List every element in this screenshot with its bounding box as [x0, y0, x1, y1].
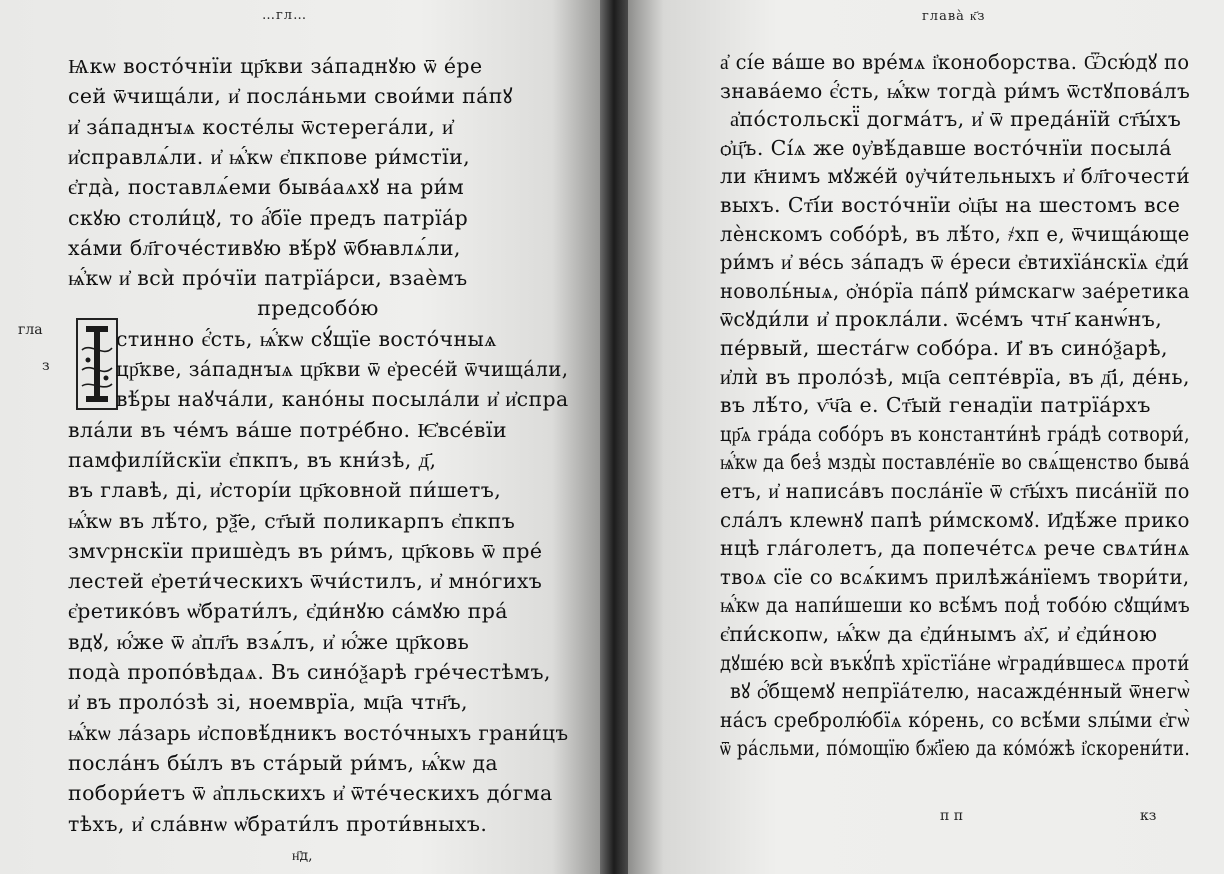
text-line: знава́емо є҆́сть, ѩ҆́кѡ тогда̀ ри́мъ ѿстꙋпова́лъ — [720, 78, 1191, 103]
text-line: ѩ҆́кѡ да напи́шеши ко всѣ́мъ под̾ тобо́ю сꙋщи́мъ — [720, 593, 1191, 618]
text-line: дꙋше́ю всѝ въкꙋ́пѣ хрїстїа́не ѡ҆гради́вшесѧ проти́ — [720, 650, 1190, 675]
text-line: твоѧ сїе со всѧ́кимъ прилѣжа́нїемъ твори́ти, — [720, 564, 1190, 589]
right-page — [628, 0, 1224, 874]
text-line: є҆ретико́въ ѡ҆брати́лъ, є҆ди́нꙋю са́мꙋю пра́ — [68, 599, 508, 624]
text-line: змѵрнскїи пришѐдъ въ ри́мъ, цр҃ковь ѿ пре́ — [68, 538, 543, 563]
text-line: ли к҃нимъ мꙋже́й ᲂу҆чи́тельныхъ и҆ бл҃гочести́ — [720, 164, 1191, 189]
text-line: побори́етъ ѿ а҆пльскихъ и҆ ѿте́ческихъ до́гма — [68, 781, 553, 806]
text-line: ѿсꙋди́ли и҆ прокла́ли. ѿсе́мъ чтн҃ канѡ́нъ, — [720, 307, 1163, 332]
text-line: пе́рвый, шеста́гѡ собо́ра. И҆ въ сино́ѯарѣ, — [720, 336, 1168, 360]
text-line: вдꙋ, ю҆́же ѿ а҆пл҃ъ взѧ́лъ, и҆ ю҆́же цр҃ковь — [68, 629, 470, 654]
right-running-head: глава̀ к҃з — [922, 9, 986, 24]
left-page-signature: н҃д, — [292, 848, 313, 864]
text-line: ри́мъ и҆ ве́сь за́падъ ѿ е́реси є҆втихїа́нскїѧ є҆ди́ — [720, 250, 1190, 275]
text-line: предсобо́ю — [257, 296, 379, 321]
text-line: въ лѣ́то, ѵ҃ч҃а е. Ст҃ый генадїи патрїа́рхъ — [720, 393, 1151, 418]
text-line: нцѣ гла́голетъ, да попече́тсѧ рече свѧти́нѧ — [720, 536, 1190, 561]
text-line: вꙋ ѻ҆́бщемꙋ непрїа́телю, насажде́нный ѿнегѡ̀ — [730, 679, 1190, 704]
text-line: посла́нъ бы́лъ въ ста́рый ри́мъ, ѩ҆́кѡ да — [68, 750, 499, 775]
text-line: и҆лѝ въ проло́зѣ, мц҃а септе́врїа, въ д҃і, де́нь, — [720, 364, 1190, 389]
decorated-initial-i — [76, 318, 118, 410]
text-line: ѿ ра́сльми, по́мощїю бж҃їею да ко́мо́жѣ і҆скорени́ти. — [720, 736, 1191, 761]
text-line: пода̀ пропо́вѣдаѧ. Въ сино́ѯарѣ гре́честѣмъ, — [68, 660, 551, 684]
text-line: на́съ сребролю́бїѧ ко́рень, со всѣ́ми ѕлы́ми є҆гѡ̀ — [720, 707, 1190, 732]
text-line: памфилі́йскїи є҆пкпъ, въ кни́зѣ, д҃, — [68, 447, 437, 472]
book-gutter — [600, 0, 628, 874]
text-line: цр҃кве, за́паднꙑѧ цр҃кви ѿ е҆ресе́й ѿчища́ли, — [116, 357, 569, 381]
text-line: вла́ли въ че́мъ ва́ше потре́бно. Ѥ҆все́вїи — [68, 417, 507, 442]
left-page — [0, 0, 600, 874]
text-line: етъ, и҆ написа́въ посла́нїе ѿ ст҃ы́хъ писа́нїй по — [720, 479, 1190, 503]
text-line: є҆гда̀, поставлѧ́еми быва́аѧхꙋ на ри́м — [68, 175, 465, 200]
margin-note-bottom: з — [42, 358, 50, 374]
text-line: лестей е҆рети́ческихъ ѿчи́стилъ, и҆ мно́гихъ — [68, 569, 543, 594]
text-line: ѩ҆́кѡ да без̾ мзды̀ поставле́нїе во свѧ́щенство быва́ — [720, 450, 1190, 475]
text-line: а҆ сі́е ва́ше во вре́мѧ і҆коноборства. Ѿсю́дꙋ по — [720, 50, 1190, 74]
text-line: въ главѣ, ді, и҆сторі́и цр҃ковной пи́шетъ, — [68, 478, 502, 503]
text-line: ѩ҆́кѡ въ лѣ́то, рѯ҃е, ст҃ый поликарпъ є҆пкпъ — [68, 508, 516, 533]
text-line: вѣ́ры наꙋча́ли, кано́ны посыла́ли и҆ и҆спра — [116, 387, 569, 412]
text-line: новоль́ныѧ, ѻ҆но́рїа па́пꙋ ри́мскагѡ зае́ретика — [720, 278, 1190, 303]
text-line: ха́ми бл҃гоче́стивꙋю вѣ́рꙋ ѿбꙗвлѧ́ли, — [68, 235, 461, 260]
text-line: тѣхъ, и҆ сла́внѡ ѡ҆брати́лъ проти́вныхъ. — [68, 811, 488, 836]
text-line: ѻ҆ц҃ъ. Сі́ѧ же ᲂу҆вѣ́давше восто́чнїи посыла́ — [720, 135, 1172, 160]
text-line: и҆справлѧ́ли. и҆ ѩ҆́кѡ є҆пкпове ри́мстїи, — [68, 144, 471, 169]
text-line: цр҃ѧ гра́да собо́ръ въ константи́нѣ гра́дѣ сотвори́, — [720, 421, 1190, 446]
text-line: Ѩкѡ восто́чнїи цр҃кви за́паднꙋю ѿ е́ре — [68, 54, 483, 78]
text-line: скꙋю столи́цꙋ, то а҆́бїе предъ патрїа́р — [68, 205, 469, 230]
text-line: а҆по́стольскї̈ догма́тъ, и҆ ѿ преда́нїй ст҃ы́хъ — [730, 107, 1182, 132]
right-page-number: кз — [1140, 808, 1157, 824]
text-line: стинно є҆́сть, ѩ҆́кѡ сꙋ́щїе восто́чныѧ — [116, 326, 497, 351]
text-line: сла́лъ клеѡнꙋ папѣ ри́мскомꙋ. И҆дѣ́же прико — [720, 507, 1190, 532]
text-line: сей ѿчища́ли, и҆ посла́ньми свои́ми па́пꙋ — [68, 84, 513, 109]
text-line: ѩ҆́кѡ и҆ всѝ про́чїи патрїа́рси, взаѐмъ — [68, 266, 468, 291]
text-line: и҆ въ проло́зѣ зі, ноемврїа, мц҃а чтн҃ъ, — [68, 690, 468, 715]
text-line: ѩ҆́кѡ ла́зарь и҆сповѣ́дникъ восто́чныхъ грани́цъ — [68, 720, 569, 745]
right-page-signature: п п — [940, 808, 964, 824]
text-line: и҆ за́паднꙑѧ косте́лы ѿстерега́ли, и҆ — [68, 114, 454, 139]
text-line: лѐнскомъ собо́рѣ, въ лѣ́то, ҂хп е, ѿчища́юще — [720, 221, 1190, 246]
text-line: выхъ. Ст҃і́и восто́чнїи ѻ҆ц҃ы на шестомъ все — [720, 193, 1181, 217]
text-line: є҆пи́скопѡ, ѩ҆́кѡ да є҆ди́нымъ а҆х҃, и҆ є҆ди́ною — [720, 622, 1158, 646]
left-running-head: …гл… — [262, 8, 308, 23]
margin-note-top: гла — [18, 322, 43, 338]
